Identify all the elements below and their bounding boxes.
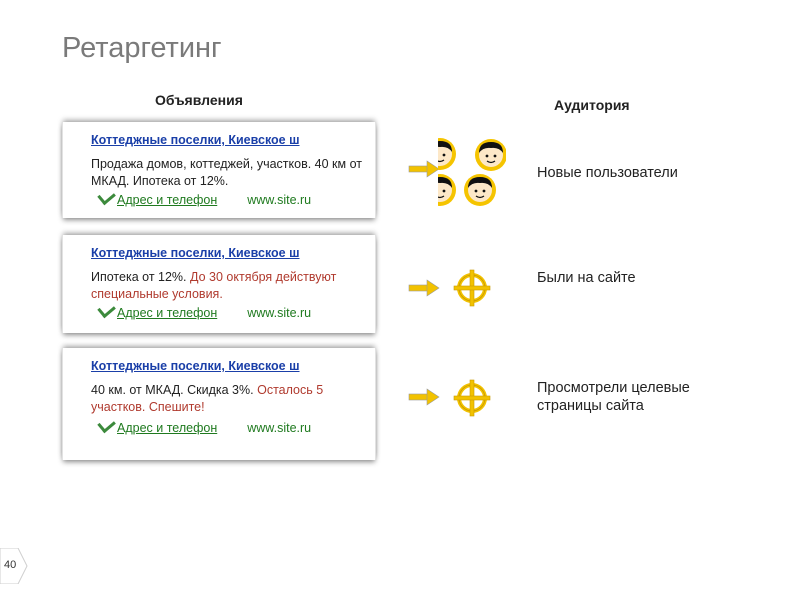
audience-label-new-users: Новые пользователи — [537, 165, 678, 181]
target-icon — [452, 378, 492, 418]
ad-body: Ипотека от 12%. — [91, 270, 187, 284]
audience-heading: Аудитория — [554, 97, 630, 113]
ad-title-link[interactable]: Коттеджные поселки, Киевское ш — [91, 246, 300, 260]
arrow-right-icon — [408, 279, 440, 297]
site-link[interactable]: www.site.ru — [247, 306, 312, 320]
ad-highlight: До 30 октября действуют специальные условия. — [91, 270, 337, 301]
ad-card-1 — [62, 122, 376, 218]
ad-text — [91, 269, 373, 303]
target-icon — [452, 268, 492, 308]
ad-links — [101, 421, 311, 435]
check-icon — [97, 415, 116, 433]
arrow-right-icon — [408, 160, 440, 178]
ad-text — [91, 156, 373, 190]
address-link[interactable]: Адрес и телефон — [117, 421, 218, 435]
audience-label-visited: Были на сайте — [537, 270, 636, 286]
address-link[interactable]: Адрес и телефон — [117, 193, 218, 207]
ad-highlight: Осталось 5 участков. Спешите! — [91, 383, 324, 414]
address-link[interactable]: Адрес и телефон — [117, 306, 218, 320]
ad-text — [91, 382, 373, 416]
ads-heading: Объявления — [155, 92, 243, 108]
ad-body: Продажа домов, коттеджей, участков. 40 км от МКАД. Ипотека от 12%. — [91, 157, 362, 188]
ad-links — [101, 306, 311, 320]
ad-title-link[interactable]: Коттеджные поселки, Киевское ш — [91, 359, 300, 373]
audience-label-viewed-pages: Просмотрели целевые страницы сайта — [537, 380, 690, 414]
ad-card-3 — [62, 348, 376, 460]
page-number-text: 40 — [4, 559, 17, 571]
slide-title: Ретаргетинг — [62, 32, 222, 64]
page-number — [0, 548, 28, 584]
site-link[interactable]: www.site.ru — [247, 421, 312, 435]
ad-card-2 — [62, 235, 376, 333]
arrow-right-icon — [408, 388, 440, 406]
ad-links — [101, 193, 311, 207]
faces-icon — [438, 138, 506, 206]
ad-body: 40 км. от МКАД. Скидка 3%. — [91, 383, 254, 397]
ad-title-link[interactable]: Коттеджные поселки, Киевское ш — [91, 133, 300, 147]
site-link[interactable]: www.site.ru — [247, 193, 312, 207]
